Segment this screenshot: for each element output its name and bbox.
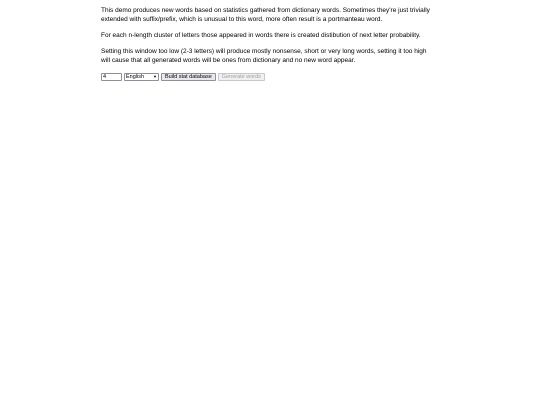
language-select[interactable]	[124, 73, 159, 81]
intro-paragraph-1: This demo produces new words based on statistics gathered from dictionary words. Sometimes they're just trivially extended with suffix/prefix, which is unusual to this word, more often result is a portmanteau word.	[101, 7, 430, 23]
controls-row	[101, 73, 437, 81]
generate-words-button[interactable]: Generate words	[218, 73, 265, 81]
language-select-value: English	[126, 74, 145, 80]
intro-paragraph-3: Setting this window too low (2-3 letters) will produce mostly nonsense, short or very long words, setting it too high will cause that all generated words will be ones from dictionary and no new word appear.	[101, 48, 427, 64]
chevron-down-icon: ▼	[153, 74, 157, 79]
main-content	[101, 6, 437, 81]
window-size-input[interactable]	[101, 73, 122, 81]
build-stat-database-button[interactable]: Build stat database	[161, 73, 216, 81]
intro-paragraph-2: For each n-length cluster of letters those appeared in words there is created distibution of next letter probability.	[101, 32, 421, 39]
